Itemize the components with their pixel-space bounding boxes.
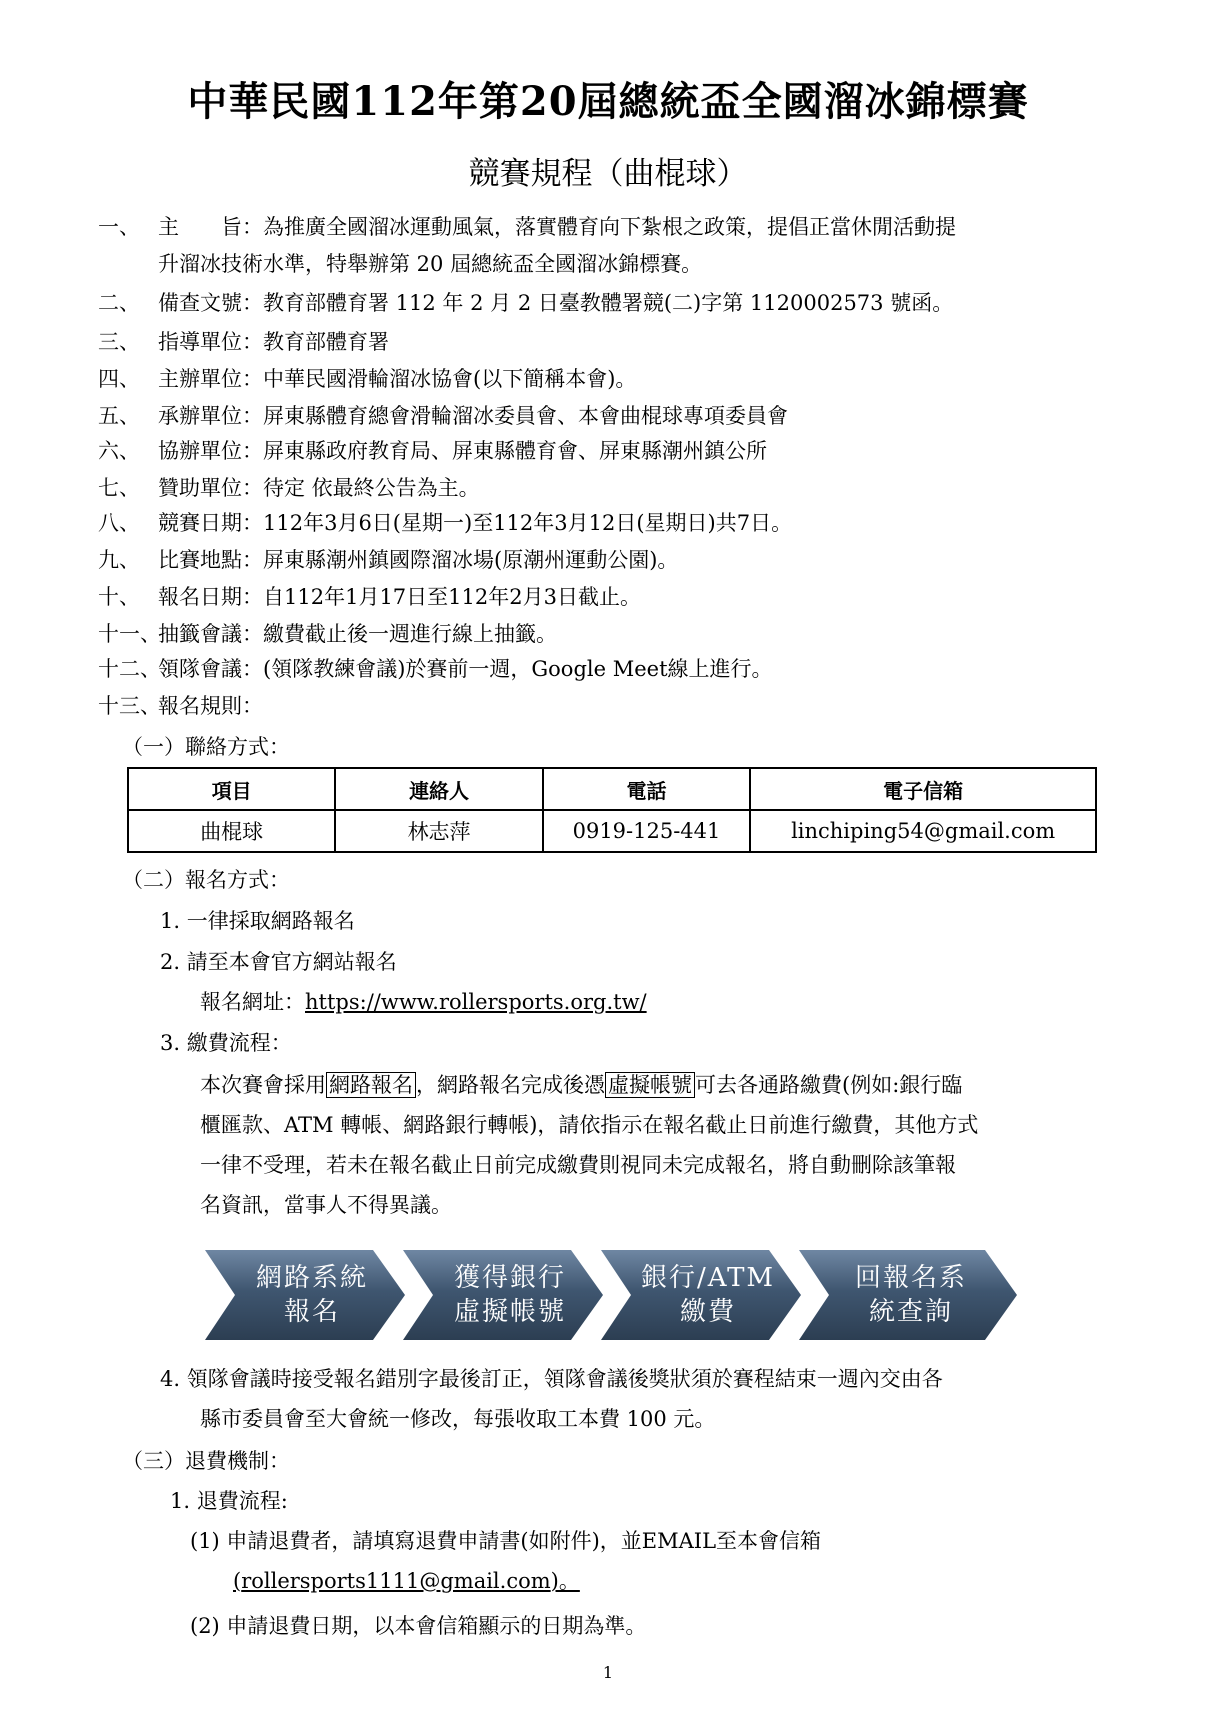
item-1-cont: 升溜冰技術水準，特舉辦第 20 屆總統盃全國溜冰錦標賽。 <box>158 252 703 276</box>
refund-step-1: 1. 退費流程: <box>170 1489 288 1513</box>
signup-url-line: 報名網址：https://www.rollersports.org.tw/ <box>200 990 647 1014</box>
flow-step-3: 銀行/ATM 繳費 <box>640 1263 776 1327</box>
page-number: 1 <box>602 1663 614 1682</box>
item-12: 十二、領隊會議：(領隊教練會議)於賽前一週，Google Meet線上進行。 <box>98 657 773 681</box>
item-10: 十、 報名日期：自112年1月17日至112年2月3日截止。 <box>98 585 641 609</box>
refund-heading: （三）退費機制： <box>122 1449 290 1473</box>
table-header-cell: 電話 <box>543 768 751 810</box>
item-1: 一、 主 旨：為推廣全國溜冰運動風氣，落實體育向下紮根之政策，提倡正當休閒活動提 <box>98 215 956 239</box>
item-3: 三、 指導單位：教育部體育署 <box>98 330 389 354</box>
signup-url-link[interactable]: https://www.rollersports.org.tw/ <box>305 990 647 1014</box>
signup-heading: （二）報名方式： <box>122 868 290 892</box>
payment-paragraph-1: 本次賽會採用 網路報名 ，網路報名完成後憑 虛擬帳號 可去各通路繳費(例如:銀行臨 <box>200 1073 963 1097</box>
table-header-cell: 電子信箱 <box>750 768 1096 810</box>
refund-email-link[interactable]: rollersports1111@gmail.com <box>241 1569 551 1593</box>
item-9: 九、 比賽地點：屏東縣潮州鎮國際溜冰場(原潮州運動公園)。 <box>98 548 679 572</box>
payment-flow-diagram <box>205 1250 1020 1340</box>
table-header-cell: 項目 <box>128 768 335 810</box>
refund-step-1b: (2) 申請退費日期，以本會信箱顯示的日期為準。 <box>190 1614 647 1638</box>
payment-paragraph-2: 櫃匯款、ATM 轉帳、網路銀行轉帳)，請依指示在報名截止日前進行繳費，其他方式 <box>200 1113 979 1137</box>
payment-paragraph-4: 名資訊，當事人不得異議。 <box>200 1193 452 1217</box>
page-subtitle: 競賽規程（曲棍球） <box>468 156 748 192</box>
payment-paragraph-3: 一律不受理，若未在報名截止日前完成繳費則視同未完成報名，將自動刪除該筆報 <box>200 1153 956 1177</box>
flow-step-2: 獲得銀行 虛擬帳號 <box>453 1263 566 1327</box>
item-5: 五、 承辦單位：屏東縣體育總會滑輪溜冰委員會、本會曲棍球專項委員會 <box>98 404 788 428</box>
item-6: 六、 協辦單位：屏東縣政府教育局、屏東縣體育會、屏東縣潮州鎮公所 <box>98 439 767 463</box>
table-row <box>128 810 1096 852</box>
refund-step-1a: (1) 申請退費者，請填寫退費申請書(如附件)，並EMAIL至本會信箱 <box>190 1529 822 1553</box>
table-cell-email: linchiping54@gmail.com <box>750 810 1096 852</box>
flow-step-4: 回報名系 統查詢 <box>854 1263 967 1327</box>
item-2: 二、 備查文號：教育部體育署 112 年 2 月 2 日臺教體署競(二)字第 1120002573 號函。 <box>98 291 954 315</box>
signup-step-4-cont: 縣市委員會至大會統一修改，每張收取工本費 100 元。 <box>200 1407 716 1431</box>
contact-heading: （一）聯絡方式： <box>122 735 290 759</box>
item-11: 十一、抽籤會議：繳費截止後一週進行線上抽籤。 <box>98 622 557 646</box>
table-cell: 林志萍 <box>335 810 542 852</box>
table-header-cell: 連絡人 <box>335 768 542 810</box>
signup-step-1: 1. 一律採取網路報名 <box>160 909 355 933</box>
item-8: 八、 競賽日期：112年3月6日(星期一)至112年3月12日(星期日)共7日。 <box>98 511 793 535</box>
table-header-row <box>128 768 1096 810</box>
flow-step-1: 網路系統 報名 <box>255 1263 368 1327</box>
signup-step-4: 4. 領隊會議時接受報名錯別字最後訂正，領隊會議後獎狀須於賽程結束一週內交由各 <box>160 1367 943 1391</box>
refund-email-line: (rollersports1111@gmail.com)。 <box>233 1569 580 1593</box>
signup-step-2: 2. 請至本會官方網站報名 <box>160 950 397 974</box>
item-13: 十三、報名規則： <box>98 694 263 718</box>
boxed-term: 虛擬帳號 <box>605 1072 695 1098</box>
item-7: 七、 贊助單位：待定 依最終公告為主。 <box>98 476 480 500</box>
contact-table <box>127 767 1097 853</box>
signup-step-3: 3. 繳費流程： <box>160 1031 292 1055</box>
boxed-term: 網路報名 <box>326 1072 416 1098</box>
table-cell: 曲棍球 <box>128 810 335 852</box>
item-4: 四、 主辦單位：中華民國滑輪溜冰協會(以下簡稱本會)。 <box>98 367 637 391</box>
table-cell: 0919-125-441 <box>543 810 751 852</box>
page-title: 中華民國112年第20屆總統盃全國溜冰錦標賽 <box>187 78 1029 125</box>
